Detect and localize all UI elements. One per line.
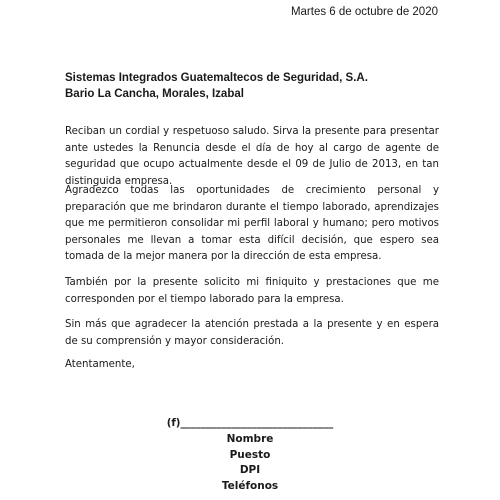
signature-line: (f)______________________________ [166, 418, 334, 429]
recipient-block [65, 70, 368, 102]
closing-salutation: Atentamente, [65, 359, 135, 370]
paragraph-farewell: Sin más que agradecer la atención prestada a la presente y en espera de su comprensión y mayor consideración. [65, 319, 439, 347]
paragraph-gratitude: Agradezco todas las oportunidades de crecimiento personal y preparación que me brindaron durante el tiempo laborado, aprendizajes que me permitieron consolidar mi perfil laboral y humano; pero motivos personales me llevan a tomar esta difícil decisión, que espero sea tomada de la mejor manera por la dirección de esta empresa. [65, 185, 439, 262]
letter-date: Martes 6 de octubre de 2020 [290, 6, 438, 18]
signature-field-phones: Teléfonos [221, 479, 279, 492]
paragraph-settlement-request: También por la presente solicito mi finiquito y prestaciones que me corresponden por el tiempo laborado para la empresa. [65, 277, 439, 305]
paragraph-greeting: Reciban un cordial y respetuoso saludo. Sirva la presente para presentar ante ustedes la Renuncia desde el día de hoy al cargo de agente de seguridad que ocupo actualmente desde el 09 de Julio de 2013, en tan distinguida empresa. [65, 126, 439, 187]
recipient-company: Sistemas Integrados Guatemaltecos de Seguridad, S.A. [65, 72, 368, 84]
signature-field-dpi: DPI [239, 464, 261, 476]
signature-field-name: Nombre [226, 433, 274, 445]
signature-fields [0, 432, 500, 494]
recipient-address: Bario La Cancha, Morales, Izabal [65, 88, 244, 100]
signature-field-position: Puesto [229, 448, 271, 461]
